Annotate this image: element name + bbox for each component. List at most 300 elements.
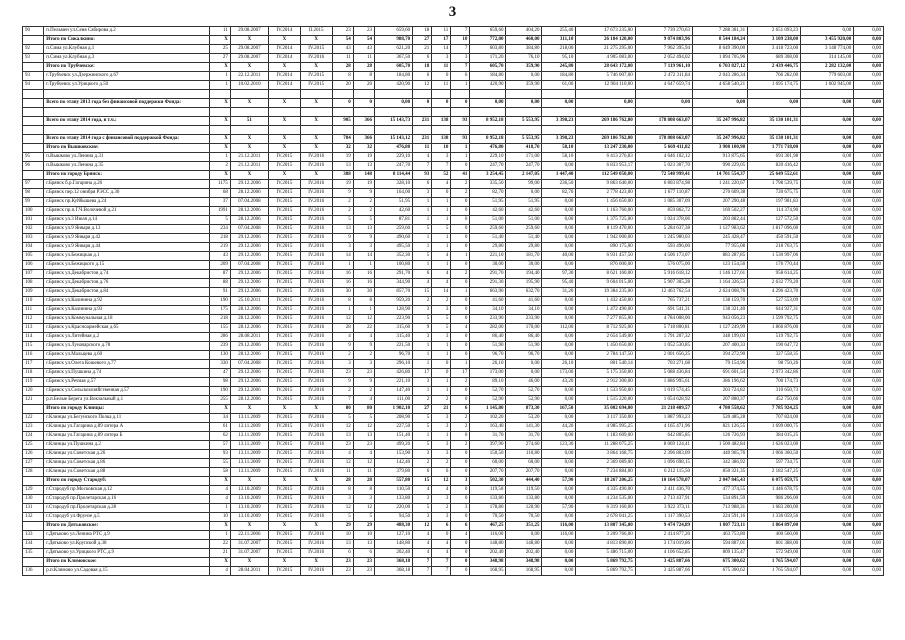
table-cell: 0,00 <box>542 549 576 558</box>
table-cell: 0,00 <box>854 72 884 81</box>
table-cell: 12 <box>353 504 374 513</box>
table-cell: г.Брянск пер.12 онибря РЭСС д.30 <box>44 189 209 198</box>
table-cell: п.Сима ул.Клубная д.1 <box>44 45 209 54</box>
table-cell: IV.2016 <box>300 423 332 432</box>
table-cell: 10 <box>209 513 230 522</box>
table-cell: 93 <box>23 54 44 63</box>
table-cell: 4 <box>413 486 432 495</box>
table-cell: 397,90 <box>470 441 506 450</box>
table-cell: 30,00 <box>470 261 506 270</box>
table-cell: 0 <box>451 261 470 270</box>
table-cell: IV.2015 <box>268 360 300 369</box>
table-cell: 29.12.2006 <box>230 252 268 261</box>
table-cell: 1 <box>432 216 451 225</box>
table-cell: 3 117 350,00 <box>576 414 635 423</box>
table-cell: 0,00 <box>854 486 884 495</box>
table-cell: 452 750,66 <box>748 396 801 405</box>
table-cell: 557,80 <box>374 477 412 486</box>
table-cell: г.Брянск ул.Бежицкого д.15 <box>44 261 209 270</box>
table-cell <box>470 90 506 99</box>
table-cell: 28 <box>353 63 374 72</box>
table-cell: 4 784 008,00 <box>635 315 692 324</box>
table-cell: 4 <box>451 531 470 540</box>
table-cell: 110 <box>23 297 44 306</box>
table-cell: 1 <box>413 342 432 351</box>
table-cell: 765 737,21 <box>635 297 692 306</box>
table-cell: 28 <box>332 324 353 333</box>
table-cell: 0,00 <box>801 405 854 414</box>
table-cell: 29.08.2007 <box>230 27 268 36</box>
table-cell: 5 175 350,00 <box>576 369 635 378</box>
table-cell: 13.11.2009 <box>230 414 268 423</box>
table-cell: 0,00 <box>801 504 854 513</box>
table-cell: IV.2015 <box>268 243 300 252</box>
table-cell <box>268 126 300 135</box>
table-cell: 1 695 174,75 <box>748 81 801 90</box>
table-cell <box>332 108 353 117</box>
table-cell: Итого по городу Брянск: <box>44 171 209 180</box>
table-cell: 6 931 457,50 <box>576 252 635 261</box>
table-row <box>23 378 884 387</box>
table-cell: 890 175,00 <box>576 243 635 252</box>
table-cell: 1 183 609,00 <box>576 432 635 441</box>
table-cell: 138 <box>432 117 451 126</box>
summary-row <box>23 522 884 531</box>
table-cell: 255 <box>209 396 230 405</box>
table-cell: 476,80 <box>470 144 506 153</box>
table-row <box>23 45 884 54</box>
table-cell: 2 624 008,76 <box>693 288 748 297</box>
table-cell: 3 <box>432 495 451 504</box>
table-cell: 404,20 <box>506 27 542 36</box>
table-cell: X <box>268 135 300 144</box>
table-cell: 0 <box>451 279 470 288</box>
table-cell: X <box>300 144 332 153</box>
table-cell: 2 182 547,25 <box>748 468 801 477</box>
table-cell: 133,80 <box>470 495 506 504</box>
table-cell: 1 127 249,99 <box>693 324 748 333</box>
table-cell: 0,00 <box>801 342 854 351</box>
table-cell: IV.2015 <box>268 450 300 459</box>
table-cell: 1 <box>353 261 374 270</box>
table-cell: 37 <box>209 198 230 207</box>
table-cell: 93 <box>413 171 432 180</box>
table-cell: 17 <box>451 369 470 378</box>
table-cell: 54 <box>332 36 353 45</box>
table-row <box>23 540 884 549</box>
table-cell: 0 <box>451 567 470 576</box>
table-cell: 0,00 <box>854 162 884 171</box>
table-cell: 418,70 <box>506 144 542 153</box>
table-cell: 231 <box>413 117 432 126</box>
table-cell: 0,00 <box>854 567 884 576</box>
summary-row <box>23 117 884 126</box>
table-cell: IV.2016 <box>300 360 332 369</box>
table-cell: 0 <box>413 99 432 108</box>
table-cell: 0,00 <box>854 207 884 216</box>
table-cell: Итого по Трубчевске: <box>44 63 209 72</box>
table-cell <box>300 90 332 99</box>
table-cell: 675 300,62 <box>693 567 748 576</box>
table-cell: 15 143,12 <box>374 135 412 144</box>
table-cell: IV.2016 <box>300 333 332 342</box>
table-row <box>23 279 884 288</box>
table-cell: 0,00 <box>801 477 854 486</box>
table-cell: IV.2016 <box>300 324 332 333</box>
table-cell: 6 <box>432 468 451 477</box>
table-cell: 3 418 723,00 <box>748 45 801 54</box>
table-cell: 245 428,47 <box>693 234 748 243</box>
table-cell: 76,10 <box>506 54 542 63</box>
table-cell: 1 599 792,75 <box>748 315 801 324</box>
table-cell: IV.2015 <box>268 270 300 279</box>
table-cell: 5 <box>432 225 451 234</box>
table-cell: 3 398,23 <box>542 117 576 126</box>
table-cell: X <box>300 477 332 486</box>
table-cell <box>268 108 300 117</box>
table-cell: 2 <box>451 441 470 450</box>
table-cell: 1 145,80 <box>470 405 506 414</box>
table-cell: 99 <box>23 198 44 207</box>
table-cell: IV.2015 <box>268 423 300 432</box>
table-cell: IV.2016 <box>300 513 332 522</box>
table-cell: 1 807 723,11 <box>693 522 748 531</box>
table-cell: 642 805,85 <box>635 432 692 441</box>
table-cell: 857,70 <box>374 288 412 297</box>
table-cell <box>23 90 44 99</box>
table-cell: IV.2016 <box>300 414 332 423</box>
table-cell: 111,00 <box>374 396 412 405</box>
table-cell: 202,40 <box>374 549 412 558</box>
table-cell: 348,98 <box>506 558 542 567</box>
table-row <box>23 162 884 171</box>
table-cell: IV.2015 <box>268 459 300 468</box>
table-cell: 0 <box>451 432 470 441</box>
table-cell: 3 <box>353 495 374 504</box>
table-cell: 1 446 678,75 <box>748 486 801 495</box>
table-cell: 1 <box>332 306 353 315</box>
table-cell: 0,00 <box>854 135 884 144</box>
table-cell: IV.2014 <box>268 72 300 81</box>
table-cell: IV.2015 <box>268 324 300 333</box>
table-cell: 42,60 <box>506 207 542 216</box>
table-row <box>23 261 884 270</box>
table-cell: IV.2015 <box>268 252 300 261</box>
table-cell: 348,98 <box>470 558 506 567</box>
table-cell: 97 <box>23 180 44 189</box>
table-cell: 148,80 <box>470 540 506 549</box>
table-cell: 3 <box>413 513 432 522</box>
table-cell: 94 <box>23 81 44 90</box>
table-cell: 720 675,75 <box>748 189 801 198</box>
table-row <box>23 342 884 351</box>
table-cell: 221,10 <box>374 378 412 387</box>
table-cell: 4 <box>451 324 470 333</box>
table-cell: 51 <box>230 117 268 126</box>
table-cell: 9 <box>353 234 374 243</box>
table-cell: 0,00 <box>801 315 854 324</box>
table-cell: 597 734,75 <box>748 459 801 468</box>
table-cell: 23 <box>353 27 374 36</box>
table-cell: 0,00 <box>470 99 506 108</box>
table-cell: 1 <box>413 243 432 252</box>
table-cell: г.Брянск б.р.Гагарина д.26 <box>44 180 209 189</box>
table-cell: 0,00 <box>854 171 884 180</box>
table-cell: 130 <box>209 351 230 360</box>
table-cell: 8 <box>353 72 374 81</box>
table-cell: 2 147,05 <box>506 171 542 180</box>
table-cell: IV.2015 <box>268 414 300 423</box>
table-cell: г.Брянск ул.Пушкина д.74 <box>44 369 209 378</box>
table-cell: 0,00 <box>854 333 884 342</box>
table-cell: 3 <box>432 333 451 342</box>
table-cell: 0,00 <box>542 396 576 405</box>
table-cell: Итого по Климовское: <box>44 558 209 567</box>
table-cell: 3 <box>413 450 432 459</box>
table-cell: 1 <box>432 378 451 387</box>
table-cell: 175 <box>209 306 230 315</box>
table-cell <box>801 126 854 135</box>
table-cell: 384 015,25 <box>748 432 801 441</box>
table-cell: 14 701 554,37 <box>693 171 748 180</box>
table-cell: 0,00 <box>801 207 854 216</box>
table-cell: 119 <box>23 378 44 387</box>
table-cell: 28 <box>332 477 353 486</box>
table-cell: 7 <box>332 396 353 405</box>
table-cell: 3 <box>451 54 470 63</box>
table-cell: 28 643 172,00 <box>576 63 635 72</box>
table-cell: IV.2014 <box>268 81 300 90</box>
table-cell: 134 <box>23 540 44 549</box>
table-cell: 3 <box>451 477 470 486</box>
table-cell: 0,00 <box>542 495 576 504</box>
table-row <box>23 486 884 495</box>
table-cell <box>635 90 692 99</box>
table-cell: 128 <box>23 468 44 477</box>
table-cell: 19 384 235,00 <box>576 288 635 297</box>
table-cell: 1 <box>413 261 432 270</box>
table-cell: 07.04.2008 <box>230 198 268 207</box>
table-cell: IV.2015 <box>268 396 300 405</box>
table-cell <box>23 135 44 144</box>
table-cell: 142,40 <box>374 459 412 468</box>
table-cell: 51,40 <box>470 234 506 243</box>
table-cell: 98 <box>23 189 44 198</box>
table-cell: 0,00 <box>854 99 884 108</box>
table-cell: 171,00 <box>506 153 542 162</box>
table-cell: 70,50 <box>506 513 542 522</box>
table-cell: IV.2015 <box>268 162 300 171</box>
table-cell: 3 <box>413 306 432 315</box>
table-cell <box>451 90 470 99</box>
table-cell: X <box>268 117 300 126</box>
table-cell: 821 126,55 <box>693 423 748 432</box>
table-cell: 0,00 <box>542 486 576 495</box>
table-cell: 366 <box>353 117 374 126</box>
table-cell: 133,80 <box>374 495 412 504</box>
table-cell: 112 549 050,00 <box>576 171 635 180</box>
table-cell: 259,60 <box>374 225 412 234</box>
table-cell: X <box>209 36 230 45</box>
table-cell: 28.08.2011 <box>230 333 268 342</box>
table-cell: 197 981,83 <box>748 198 801 207</box>
table-cell: 5 <box>413 504 432 513</box>
table-cell: IV.2015 <box>268 351 300 360</box>
table-cell: 713 988,31 <box>693 504 748 513</box>
table-cell: 0 <box>451 495 470 504</box>
table-cell: 386 196,62 <box>693 378 748 387</box>
table-cell: 23 <box>332 558 353 567</box>
table-cell: 2 <box>451 270 470 279</box>
table-cell: IV.2015 <box>268 342 300 351</box>
table-cell: 4 <box>413 153 432 162</box>
table-cell: 779 603,00 <box>801 72 854 81</box>
table-cell: 384,80 <box>506 45 542 54</box>
table-cell: 23 <box>353 369 374 378</box>
table-cell: 29.12.2006 <box>230 342 268 351</box>
table-cell: Всего по этапу 2014 года, в т.ч.: <box>44 117 209 126</box>
table-cell: 1 <box>432 432 451 441</box>
table-cell: 527 553,09 <box>748 297 801 306</box>
table-cell: 119,50 <box>506 486 542 495</box>
table-cell: IV.2016 <box>300 216 332 225</box>
table-cell: IV.2015 <box>268 504 300 513</box>
table-cell: 291,70 <box>374 270 412 279</box>
table-cell: IV.2015 <box>268 315 300 324</box>
table-cell: 19 <box>332 180 353 189</box>
table-cell: IV.2015 <box>268 279 300 288</box>
table-cell: 959,20 <box>374 297 412 306</box>
table-cell: 1 <box>413 216 432 225</box>
table-cell: 3 <box>432 54 451 63</box>
table-cell: 0 <box>451 396 470 405</box>
table-cell <box>44 90 209 99</box>
table-cell: 0,00 <box>506 369 542 378</box>
table-cell: 207,70 <box>470 468 506 477</box>
table-cell: 3 908 100,98 <box>693 144 748 153</box>
table-cell: 6 <box>413 72 432 81</box>
table-cell: 3 <box>413 378 432 387</box>
table-cell: 1 <box>413 387 432 396</box>
table-cell <box>374 90 412 99</box>
table-cell: 286 <box>209 333 230 342</box>
table-cell: 0,00 <box>506 531 542 540</box>
table-cell: 51,95 <box>470 198 506 207</box>
table-cell <box>23 108 44 117</box>
table-cell: 29.12.2006 <box>230 378 268 387</box>
table-cell: 155 <box>209 324 230 333</box>
table-cell <box>268 90 300 99</box>
table-cell: 0,00 <box>801 531 854 540</box>
table-cell: IV.2016 <box>300 261 332 270</box>
table-cell: 203 882,44 <box>693 216 748 225</box>
table-cell: 178,80 <box>470 504 506 513</box>
table-cell: 0 <box>451 315 470 324</box>
table-cell <box>451 126 470 135</box>
table-cell: 0,00 <box>801 486 854 495</box>
table-cell: г.Брянск ул.3 Июля д.14 <box>44 216 209 225</box>
table-cell: 122 <box>23 414 44 423</box>
table-cell: 9 <box>332 342 353 351</box>
table-cell: X <box>268 99 300 108</box>
table-cell: 0 <box>451 540 470 549</box>
table-cell: 0 <box>451 216 470 225</box>
table-cell: 12 <box>332 315 353 324</box>
table-cell: 86,40 <box>506 333 542 342</box>
table-cell: 1 677 110,87 <box>635 189 692 198</box>
table-cell: 3 <box>451 504 470 513</box>
table-cell: 190 <box>209 297 230 306</box>
table-cell: X <box>230 477 268 486</box>
table-cell: г.Стародуб ул.Фрунзе д.5 <box>44 513 209 522</box>
table-cell: 691 601,54 <box>693 369 748 378</box>
table-cell: IV.2015 <box>268 387 300 396</box>
summary-row <box>23 99 884 108</box>
table-cell: 3 <box>432 450 451 459</box>
table-cell: 11 <box>332 468 353 477</box>
summary-row <box>23 558 884 567</box>
table-cell: 209 <box>209 261 230 270</box>
table-cell: 96 <box>23 162 44 171</box>
table-cell: 314 145,00 <box>801 54 854 63</box>
table-cell: 259,60 <box>506 225 542 234</box>
table-cell: 0,00 <box>542 162 576 171</box>
table-cell <box>748 108 801 117</box>
table-cell: 3 922 373,11 <box>635 504 692 513</box>
table-cell: 0 <box>451 333 470 342</box>
table-cell: 1 <box>451 144 470 153</box>
table-cell: 0,00 <box>854 513 884 522</box>
table-cell: 4 <box>413 549 432 558</box>
table-cell: 51,00 <box>506 216 542 225</box>
table-cell: 1 052 530,85 <box>635 342 692 351</box>
table-cell: 311,10 <box>542 36 576 45</box>
table-cell: IV.2016 <box>300 189 332 198</box>
table-cell: 4 106 652,85 <box>635 549 692 558</box>
table-cell: 98 <box>209 378 230 387</box>
table-cell: 4 <box>432 180 451 189</box>
table-cell: 13 <box>332 540 353 549</box>
table-cell: 8 649 390,00 <box>693 45 748 54</box>
table-cell: IV.2015 <box>268 180 300 189</box>
table-cell: 420,90 <box>374 81 412 90</box>
table-cell: 17 <box>432 36 451 45</box>
table-cell: 1 <box>332 261 353 270</box>
table-cell: 31,20 <box>542 288 576 297</box>
table-cell: 603,80 <box>470 45 506 54</box>
table-cell: 107 <box>23 270 44 279</box>
table-cell: 0,00 <box>542 567 576 576</box>
table-row <box>23 270 884 279</box>
table-cell: 0,00 <box>542 333 576 342</box>
table-cell: 89,10 <box>470 378 506 387</box>
table-cell: 7 962 395,94 <box>635 45 692 54</box>
table-cell: 958 614,25 <box>748 270 801 279</box>
table-cell: 703 271,68 <box>635 360 692 369</box>
table-cell: 52 <box>432 171 451 180</box>
table-cell: 0,00 <box>374 99 412 108</box>
table-cell: 0,00 <box>854 522 884 531</box>
table-cell: 0,00 <box>854 459 884 468</box>
table-cell: 905 <box>332 117 353 126</box>
table-cell: 27 <box>413 36 432 45</box>
table-cell: 621,20 <box>374 45 412 54</box>
table-cell <box>23 522 44 531</box>
table-cell: 4 <box>332 450 353 459</box>
table-cell: г.Брянск пр.п.Г.Ч.Волочевой д.21 <box>44 207 209 216</box>
table-cell: 1 500 482,84 <box>693 441 748 450</box>
table-row <box>23 414 884 423</box>
